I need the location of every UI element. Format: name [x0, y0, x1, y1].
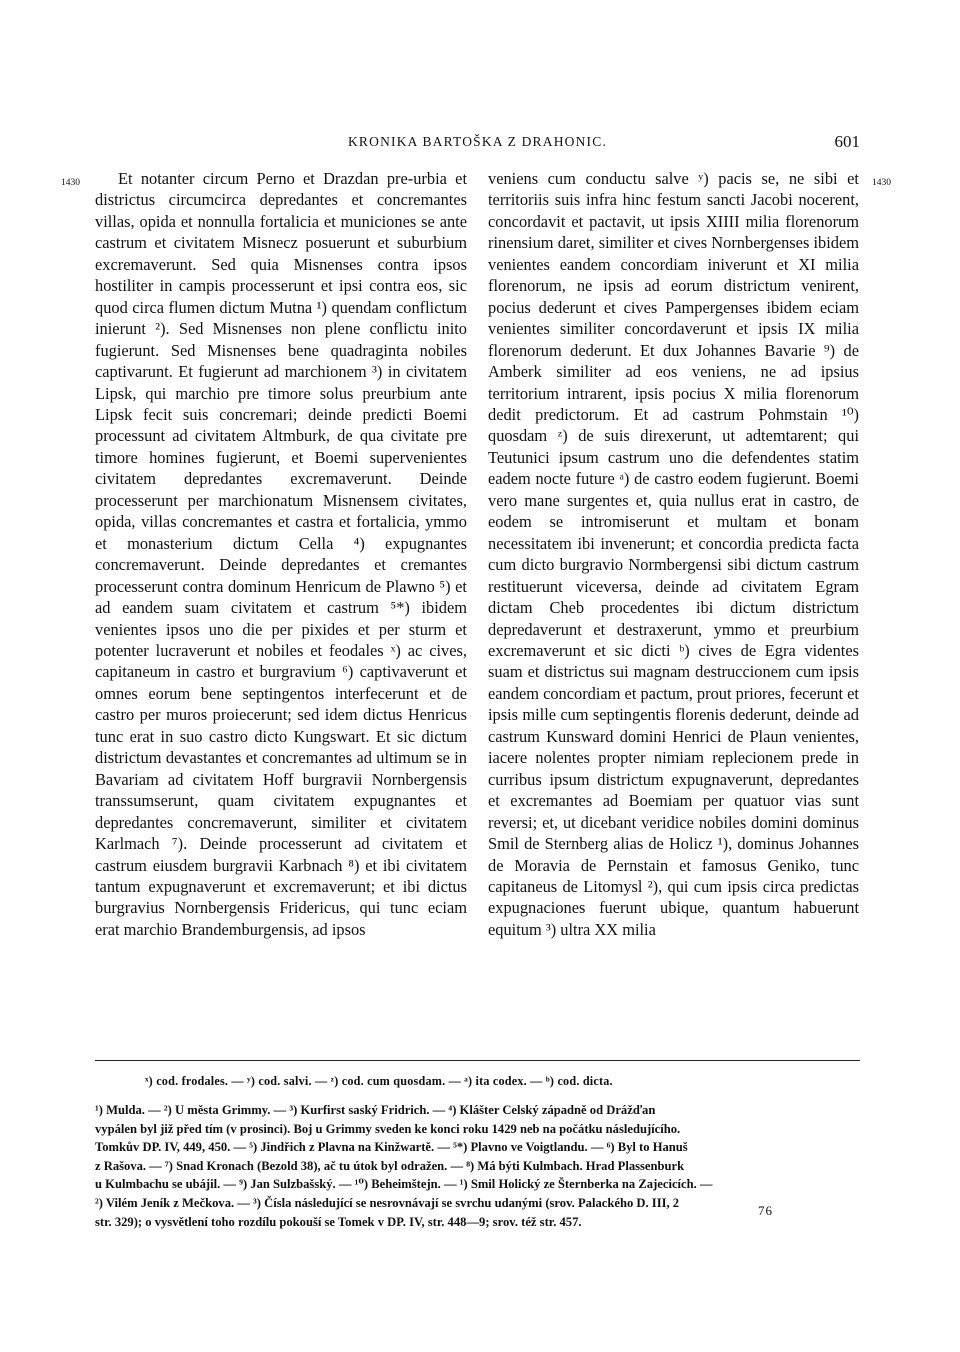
footnote-line: Tomkův DP. IV, 449, 450. — ⁵) Jindřich z Plavna na Kinžwartě. — ⁵*) Plavno ve Voigtlandu. — ⁶) Byl to Hanuš — [95, 1140, 688, 1155]
critical-apparatus: ˣ) cod. frodales. — ʸ) cod. salvi. — ᶻ) cod. cum quosdam. — ᵃ) ita codex. — ᵇ) cod. dicta. — [145, 1074, 613, 1088]
right-column — [488, 168, 859, 940]
footnote-line: str. 329); o vysvětlení toho rozdílu pokouší se Tomek v DP. IV, str. 448—9; srov. též str. 457. — [95, 1214, 582, 1229]
right-column-text: veniens cum conductu salve ʸ) pacis se, ne sibi et territoriis suis infra hinc festum sancti Jacobi nocerent, concordavit et pactavit, ut ipsis XIIII milia florenorum rinensium daret, similiter et cives Nornbergenses ibidem venientes eandem concordiam iniverunt et XI milia florenorum, ne ipsis ad eorum districtum venirent, pocius dederunt et cives Pampergenses ibidem eciam venientes similiter concordaverunt et ipsis IX milia florenorum dederunt. Et dux Johannes Bavarie ⁹) de Amberk similiter ad eos veniens, ne ad ipsius territorium intrarent, ipsis pocius X milia florenorum dedit predictorum. Et ad castrum Pohmstain ¹⁰) quosdam ᶻ) de suis direxerunt, ut adtemtarent; qui Teutunici ipsum castrum uno die defendentes statim eadem nocte future ᵃ) de castro eodem fugierunt. Boemi vero mane surgentes et, quia nullus erat in castro, de eodem se intromiserunt et multam et bonam necessitatem ibi invenerunt; et concordia predicta facta cum dicto burgravio Normbergensi sibi dictum castrum restituerunt viceversa, deinde ad civitatem Egram dictam Cheb procedentes ibi dictum districtum depredaverunt et destraxerunt, ymmo et preurbium excremaverunt et sic dicti ᵇ) cives de Egra videntes suam et districtus sui magnam destruccionem cum ipsis eandem concordiam et pactum, prout priores, fecerunt et ipsis mille cum septingentis florenis dederunt, deinde ad castrum Kunsward domini Henrici de Plaun venientes, iacere nolentes propter nimiam replecionem prede in curribus ipsum districtum expugnaverunt, depredantes et excremantes ad Boemiam per quatuor vias sunt reversi; et, ut dicebant veridice nobiles domini dominus Smil de Sternberg alias de Holicz ¹), dominus Johannes de Moravia de Pernstain et famosus Geniko, tunc capitaneus de Litomysl ²), qui cum ipsis circa predictas expugnaciones fuerunt ubique, quantum habuerunt equitum ³) ultra XX milia — [488, 169, 859, 939]
running-title: KRONIKA BARTOŠKA Z DRAHONIC. — [347, 134, 608, 149]
page-header — [95, 132, 860, 156]
printer-signature: 76 — [758, 1203, 773, 1218]
footnote-line: vypálen byl již před tím (v prosinci). Boj u Grimmy sveden ke konci roku 1429 neb na počátku následujícího. — [95, 1121, 681, 1136]
left-column-text: Et notanter circum Perno et Drazdan pre-urbia et districtus circumcirca depredantes et concremantes villas, opida et nonnulla fortalicia et municiones se ante castrum et civitatem Misnecz posuerunt et suburbium excremaverunt. Sed quia Misnenses contra ipsos hostiliter in campis processerunt et ipsi contra eos, sic quod circa flumen dictum Mutna ¹) quendam conflictum inierunt ²). Sed Misnenses non plene conflictu inito fugierunt. Sed Misnenses bene quadraginta nobiles captivarunt. Et fugierunt ad marchionem ³) in civitatem Lipsk, qui marchio pre timore solus preurbium ante Lipsk fecit suis concremari; deinde predicti Boemi processunt ad civitatem Altmburk, de qua civitate pre timore homines fugierunt, et Boemi supervenientes civitatem depredantes excremaverunt. Deinde processerunt per marchionatum Misnensem civitates, opida, villas concremantes et castra et fortalicia, ymmo et monasterium dictum Cella ⁴) expugnantes concremaverunt. Deinde depredantes et cremantes processerunt contra dominum Henricum de Plawno ⁵) et ad eandem suam civitatem et castrum ⁵*) ibidem venientes ipsos uno die per pixides et per sturm et potenter lucraverunt et nobiles et feodales ˣ) ac cives, capitaneum in castro et burgravium ⁶) captivaverunt et omnes eorum bene septingentos interfecerunt et de castro per muros proiecerunt; sed idem dictus Henricus tunc erat in suo castro dicto Kungswart. Et sic dictum districtum devastantes et concremantes ad ultimum se in Bavariam ad civitatem Hoff burgravii Nornbergensis transsumserunt, quam civitatem expugnantes et depredantes concremaverunt, similiter et civitatem Karlmach ⁷). Deinde processerunt ad civitatem et castrum eiusdem burgravii Karbnach ⁸) et ibi civitatem tantum expugnaverunt et excremaverunt; et ibi dictus burgravius Nornbergensis Fridericus, qui tunc eciam erat marchio Brandemburgensis, ad ipsos — [95, 169, 467, 939]
footnote-line: z Rašova. — ⁷) Snad Kronach (Bezold 38), ač tu útok byl odražen. — ⁸) Má býti Kulmbach. Hrad Plassenburk — [95, 1158, 685, 1173]
footnote-line: ¹) Mulda. — ²) U města Grimmy. — ³) Kurfirst saský Fridrich. — ⁴) Klášter Celský západně od Drážďan — [95, 1103, 656, 1117]
footnote-line: u Kulmbachu se ubájil. — ⁹) Jan Sulzbašský. — ¹⁰) Beheimštejn. — ¹) Smil Holický ze Šternberka na Zajecicích. — — [95, 1177, 713, 1192]
margin-year-left: 1430 — [61, 178, 80, 188]
explanatory-footnotes — [95, 1101, 860, 1231]
margin-year-right: 1430 — [872, 178, 891, 188]
footnote-divider — [95, 1060, 860, 1061]
left-column — [95, 168, 467, 940]
footnote-line: ²) Vilém Jeník z Mečkova. — ³) Čísla následující se nesrovnávají se svrchu udanými (srov. Palackého D. III, 2 — [95, 1195, 680, 1210]
page-number: 601 — [834, 132, 860, 151]
